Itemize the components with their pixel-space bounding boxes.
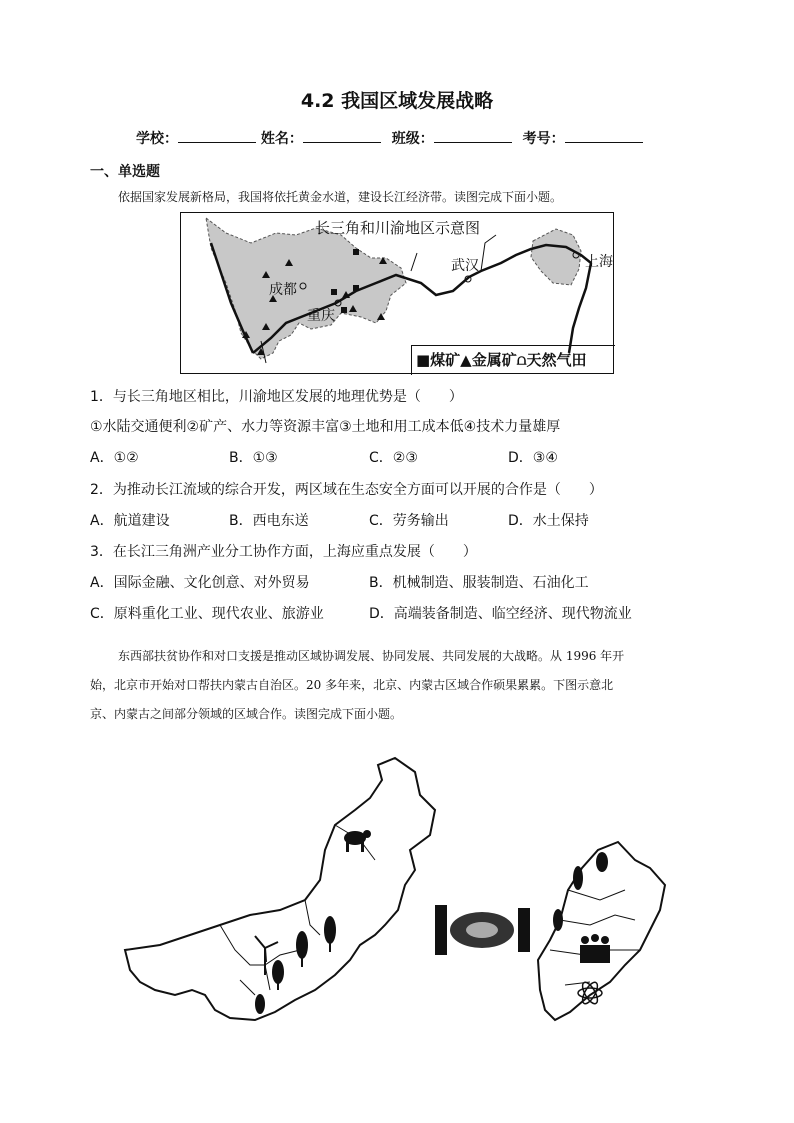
handshake-icon xyxy=(435,905,530,955)
yangtze-map xyxy=(180,212,614,374)
exam-no-field[interactable] xyxy=(565,130,643,143)
passage-2-line-1: 东西部扶贫协作和对口支援是推动区域协调发展、协同发展、共同发展的大战略。从 1996 年开 xyxy=(118,649,625,663)
name-field[interactable] xyxy=(303,130,381,143)
chengdu-label: 成都 xyxy=(269,282,297,298)
chuanyu-region xyxy=(206,218,406,359)
q2-option-a[interactable]: A．航道建设 xyxy=(90,513,170,529)
student-info-fields xyxy=(136,128,643,148)
q3-option-b[interactable]: B．机械制造、服装制造、石油化工 xyxy=(369,575,589,591)
cooperation-map xyxy=(120,750,680,1050)
class-field[interactable] xyxy=(434,130,512,143)
passage-2-line-3: 京、内蒙古之间部分领域的区域合作。读图完成下面小题。 xyxy=(90,707,403,721)
name-label: 姓名： xyxy=(260,131,303,147)
question-1-statements: ①水陆交通便利②矿产、水力等资源丰富③土地和用工成本低④技术力量雄厚 xyxy=(90,419,561,435)
page-title: 4.2 我国区域发展战略 xyxy=(300,90,494,112)
question-2-stem: 2．为推动长江流域的综合开发，两区域在生态安全方面可以开展的合作是（ ） xyxy=(90,482,603,498)
map1-legend: ■煤矿▲金属矿⩍天然气田 xyxy=(411,345,615,375)
q2-option-b[interactable]: B．西电东送 xyxy=(229,513,309,529)
question-1-stem: 1．与长三角地区相比，川渝地区发展的地理优势是（ ） xyxy=(90,389,463,405)
class-label: 班级： xyxy=(391,131,434,147)
q1-option-a[interactable]: A．①② xyxy=(90,450,139,466)
wuhan-label: 武汉 xyxy=(451,258,479,274)
exam-no-label: 考号： xyxy=(522,131,565,147)
passage-2-line-2: 始，北京市开始对口帮扶内蒙古自治区。20 多年来，北京、内蒙古区域合作硕果累累。下图示意北 xyxy=(90,678,614,692)
map1-title: 长三角和川渝地区示意图 xyxy=(315,219,481,237)
school-label: 学校： xyxy=(136,131,178,147)
q2-option-c[interactable]: C．劳务输出 xyxy=(369,513,449,529)
section-heading: 一、单选题 xyxy=(90,164,160,180)
school-field[interactable] xyxy=(178,130,256,143)
q2-option-d[interactable]: D．水土保持 xyxy=(508,513,589,529)
q3-option-c[interactable]: C．原料重化工业、现代农业、旅游业 xyxy=(90,606,324,622)
q1-option-c[interactable]: C．②③ xyxy=(369,450,418,466)
q1-option-d[interactable]: D．③④ xyxy=(508,450,558,466)
q3-option-d[interactable]: D．高端装备制造、临空经济、现代物流业 xyxy=(369,606,632,622)
q1-option-b[interactable]: B．①③ xyxy=(229,450,278,466)
question-3-stem: 3．在长江三角洲产业分工协作方面，上海应重点发展（ ） xyxy=(90,544,477,560)
q3-option-a[interactable]: A．国际金融、文化创意、对外贸易 xyxy=(90,575,310,591)
people-icon xyxy=(580,934,610,963)
passage-1: 依据国家发展新格局，我国将依托黄金水道，建设长江经济带。读图完成下面小题。 xyxy=(118,190,563,204)
chongqing-label: 重庆 xyxy=(307,308,335,324)
shanghai-label: 上海 xyxy=(585,254,613,270)
